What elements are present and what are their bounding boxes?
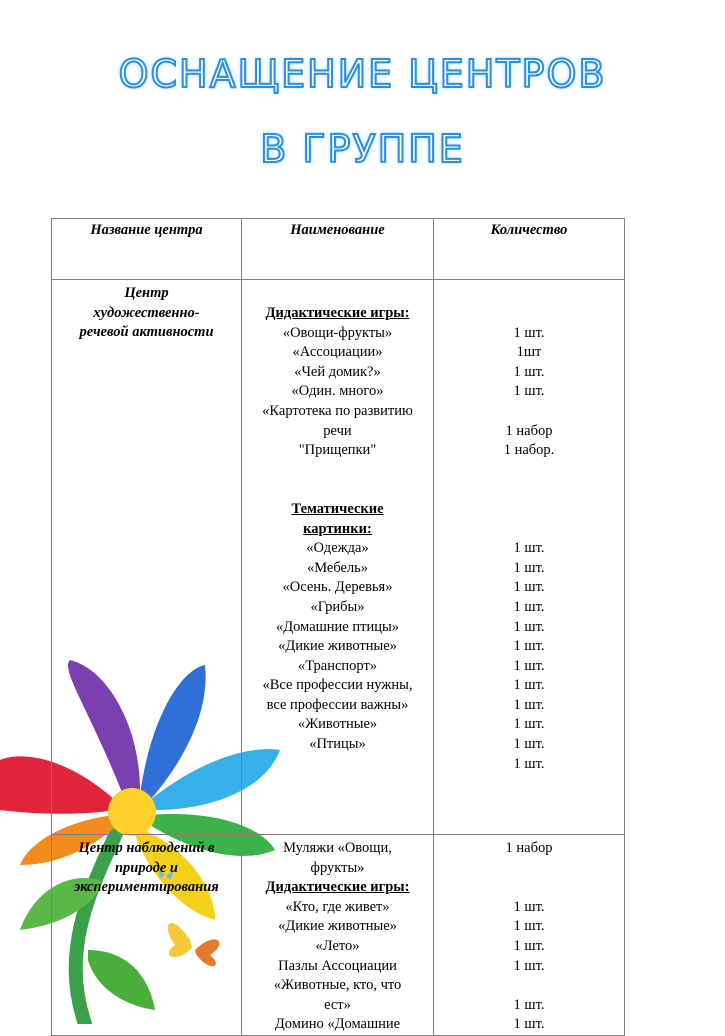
quantity-value: 1 шт. xyxy=(513,677,545,694)
quantity-value xyxy=(434,520,624,540)
quantity-value xyxy=(434,976,624,996)
item-line: «Один. много» xyxy=(291,383,384,400)
header-center-name: Название центра xyxy=(52,219,242,280)
quantity-value xyxy=(434,500,624,520)
item-line xyxy=(242,480,433,500)
center-name-line: речевой активности xyxy=(79,324,214,341)
item-line: «Картотека по развитию xyxy=(262,402,413,419)
item-line: Пазлы Ассоциации xyxy=(278,957,397,974)
quantity-value: 1 шт. xyxy=(513,1016,545,1033)
item-line: «Домашние птицы» xyxy=(276,618,399,635)
quantity-value xyxy=(434,878,624,898)
equipment-table xyxy=(51,218,625,1036)
item-line: «Дикие животные» xyxy=(278,918,397,935)
quantity-value: 1 шт. xyxy=(513,716,545,733)
item-heading: Дидактические игры: xyxy=(265,879,410,896)
items-cell xyxy=(242,280,434,835)
item-line: речи xyxy=(323,422,352,439)
quantity-value: 1 шт. xyxy=(513,383,545,400)
item-line: "Прищепки" xyxy=(298,442,377,459)
item-line: «Дикие животные» xyxy=(278,638,397,655)
quantity-value: 1 шт. xyxy=(513,598,545,615)
header-item-name: Наименование xyxy=(242,219,434,280)
quantity-cell xyxy=(434,280,625,835)
item-line: «Овощи-фрукты» xyxy=(282,324,393,341)
item-line: «Ассоциации» xyxy=(292,344,383,361)
item-line xyxy=(242,755,433,775)
quantity-value: 1 шт. xyxy=(513,898,545,915)
item-heading: Дидактические игры: xyxy=(265,305,410,321)
item-line: «Лето» xyxy=(315,937,360,954)
center-name-line: Центр xyxy=(124,285,169,301)
quantity-value xyxy=(434,461,624,481)
quantity-value: 1 шт. xyxy=(513,579,545,596)
item-line: «Животные, кто, что xyxy=(273,977,402,994)
center-name-line: природе и xyxy=(114,859,178,876)
quantity-value: 1 набор xyxy=(505,422,553,439)
item-line: «Грибы» xyxy=(310,598,365,615)
quantity-value: 1 шт. xyxy=(513,324,545,341)
page-title-line2: В ГРУППЕ xyxy=(260,127,465,171)
table-row xyxy=(52,835,625,1036)
item-line: «Животные» xyxy=(297,716,378,733)
item-line: все профессии важны» xyxy=(266,696,409,713)
item-line: «Чей домик?» xyxy=(294,363,381,380)
item-line: фрукты» xyxy=(310,859,365,876)
item-line: Домино «Домашние xyxy=(274,1016,401,1033)
item-line xyxy=(242,461,433,481)
quantity-value: 1 шт. xyxy=(513,696,545,713)
items-cell xyxy=(242,835,434,1036)
quantity-value xyxy=(434,402,624,422)
quantity-value: 1 шт. xyxy=(513,540,545,557)
quantity-value: 1 шт. xyxy=(513,755,545,772)
quantity-value xyxy=(434,304,624,324)
item-heading: картинки: xyxy=(303,520,372,537)
quantity-cell xyxy=(434,835,625,1036)
quantity-value: 1 набор. xyxy=(503,442,555,459)
quantity-value xyxy=(434,859,624,879)
item-line: Муляжи «Овощи, xyxy=(283,840,392,856)
item-line: «Транспорт» xyxy=(297,657,378,674)
quantity-value: 1 шт. xyxy=(513,736,545,753)
quantity-value: 1 шт. xyxy=(513,957,545,974)
quantity-value: 1 шт. xyxy=(513,559,545,576)
item-line: «Осень. Деревья» xyxy=(282,579,393,596)
item-line: «Одежда» xyxy=(306,540,369,557)
quantity-value: 1 шт. xyxy=(513,918,545,935)
quantity-value: 1 набор xyxy=(505,840,553,856)
center-name-cell xyxy=(52,835,242,1036)
center-name-line: экспериментирования xyxy=(74,879,219,896)
center-name-line: художественно- xyxy=(93,304,200,321)
item-line: ест» xyxy=(324,996,351,1013)
quantity-value: 1 шт. xyxy=(513,937,545,954)
quantity-value: 1 шт. xyxy=(513,638,545,655)
center-name-line: Центр наблюдений в xyxy=(78,840,215,856)
item-heading: Тематические xyxy=(291,500,384,517)
page-title-line1: ОСНАЩЕНИЕ ЦЕНТРОВ xyxy=(118,52,607,96)
quantity-value: 1шт xyxy=(516,344,542,361)
item-line: «Птицы» xyxy=(309,736,366,753)
item-line: «Кто, где живет» xyxy=(285,898,390,915)
center-name-cell xyxy=(52,280,242,835)
table-row xyxy=(52,280,625,835)
item-line: «Все профессии нужны, xyxy=(262,677,413,694)
quantity-value: 1 шт. xyxy=(513,363,545,380)
quantity-value: 1 шт. xyxy=(513,618,545,635)
quantity-value: 1 шт. xyxy=(513,657,545,674)
quantity-value xyxy=(434,480,624,500)
item-line: «Мебель» xyxy=(306,559,369,576)
header-quantity: Количество xyxy=(434,219,625,280)
quantity-value: 1 шт. xyxy=(513,996,545,1013)
